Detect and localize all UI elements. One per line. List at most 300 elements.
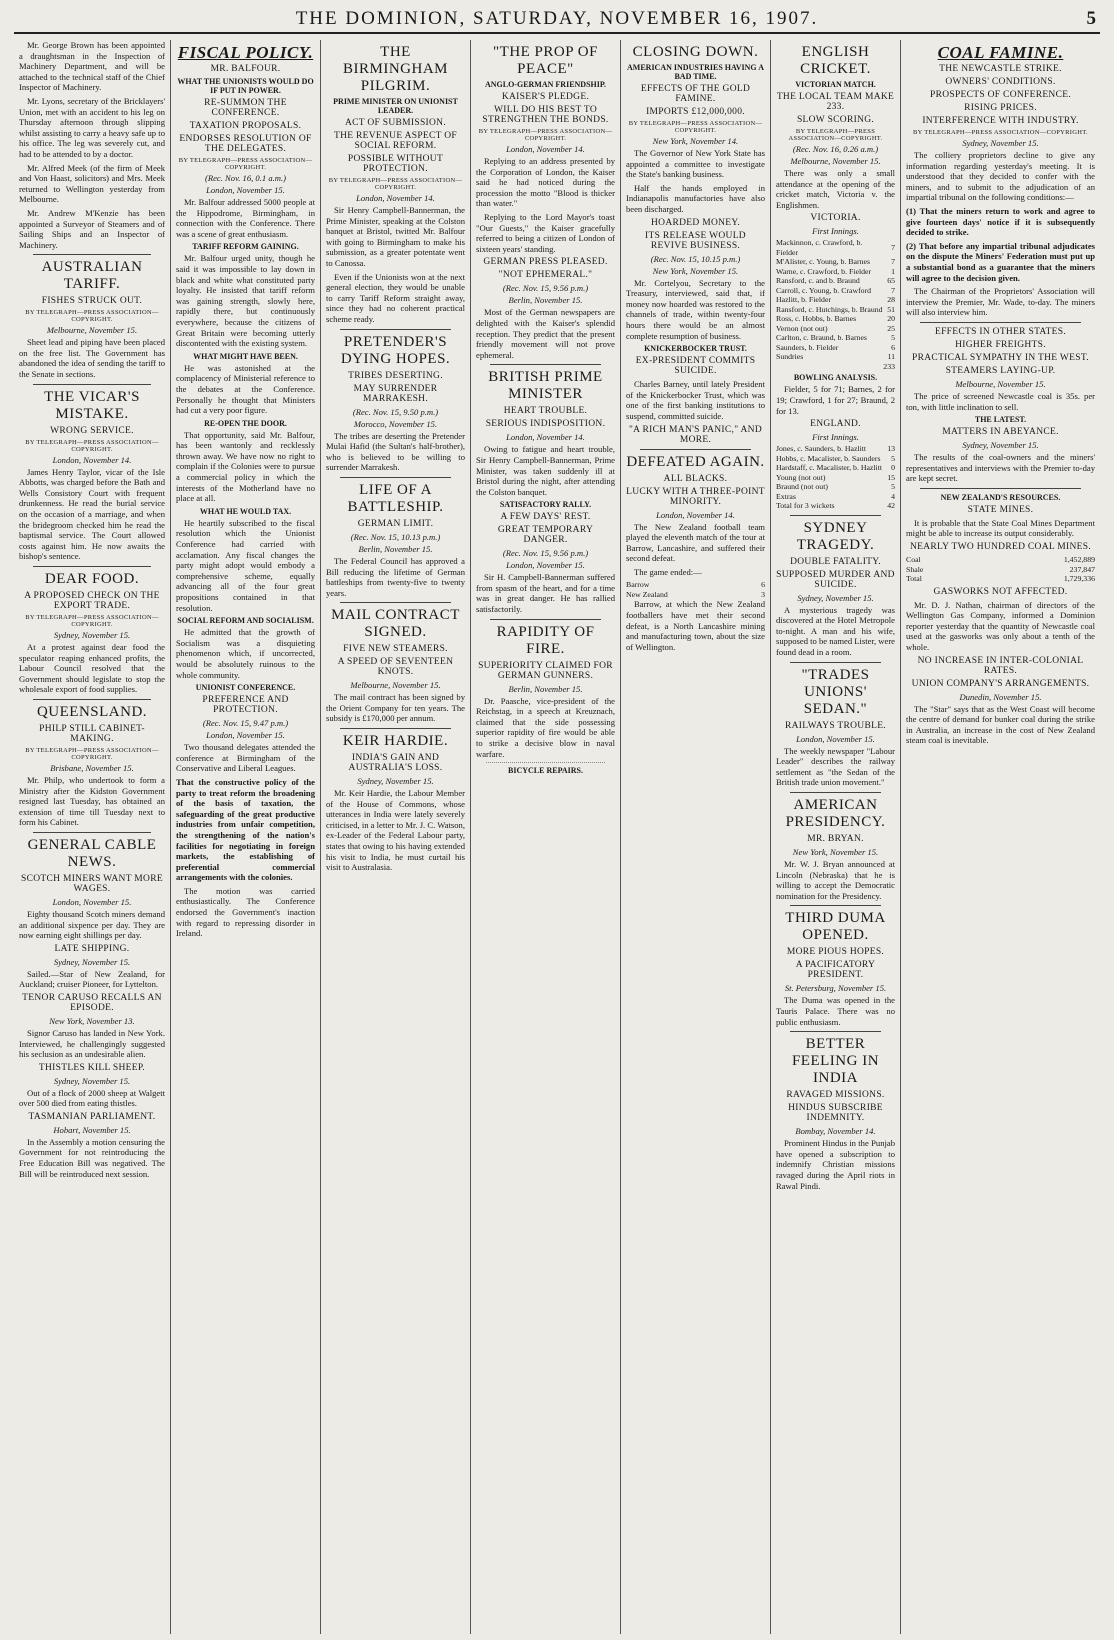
- subhead: NEARLY TWO HUNDRED COAL MINES.: [909, 542, 1092, 553]
- divider: [490, 364, 601, 365]
- batsman: Carroll, c. Young, b. Crawford: [776, 285, 872, 295]
- batsman: Ross, c. Hobbs, b. Barnes: [776, 314, 857, 324]
- article-text: Prominent Hindus in the Punjab have opened a subscription to indemnify Christian missions ravaged during the April riots in Rawal Pindi.: [776, 1138, 895, 1191]
- total-row: [776, 501, 895, 511]
- batsman: Hazlitt, b. Fielder: [776, 295, 831, 305]
- article-text: James Henry Taylor, vicar of the Isle Abbotts, was charged before the Bath and Wells Consistory Court with frequent drunkenness. He read the burial service on the occasion of a marriage, and when the bridegroom checked him he read the baptismal service. The Court allowed costs against him. He now awaits the bishop's sentence.: [19, 466, 165, 562]
- headline-prime-minister: BRITISH PRIME MINISTER: [488, 369, 603, 403]
- runs: 28: [887, 295, 895, 305]
- headline-trades-unions: "TRADES UNIONS' SEDAN.": [801, 666, 870, 717]
- output-label: Shale: [906, 564, 924, 574]
- divider: [920, 488, 1081, 489]
- divider: [33, 699, 151, 700]
- subhead: HOARDED MONEY.: [651, 217, 740, 228]
- article-text: Mr. Philp, who undertook to form a Ministry after the Kidston Government resigned last Tuesday, has obtained an extension of time till Tuesday next to form his Cabinet.: [19, 774, 165, 828]
- headline-third-duma: THIRD DUMA OPENED.: [785, 910, 886, 944]
- batsman: Carlton, c. Braund, b. Barnes: [776, 333, 867, 343]
- dateline: London, November 15.: [506, 560, 585, 571]
- subhead: TENOR CARUSO RECALLS AN EPISODE.: [22, 992, 162, 1013]
- dateline: London, November 15.: [796, 733, 875, 744]
- dateline: Sydney, November 15.: [797, 592, 874, 603]
- byline: BY TELEGRAPH—PRESS ASSOCIATION—COPYRIGHT.: [178, 157, 313, 171]
- byline: BY TELEGRAPH—PRESS ASSOCIATION—COPYRIGHT.: [25, 438, 159, 453]
- dateline: New York, November 13.: [49, 1015, 135, 1026]
- page-number: 5: [1086, 8, 1096, 29]
- headline-prop-of-peace: "THE PROP OF PEACE": [493, 44, 598, 77]
- dateline: London, November 14.: [656, 509, 735, 520]
- brief-paragraph: Mr. Andrew M'Kenzie has been appointed a Surveyor of Steamers and of Sailing Ships and an Inspector of Machinery.: [19, 207, 165, 250]
- runs: 7: [891, 285, 895, 295]
- article-text: There was only a small attendance at the opening of the cricket match, Victoria v. the Englishmen.: [776, 168, 895, 210]
- subhead: A SPEED OF SEVENTEEN KNOTS.: [337, 657, 454, 678]
- article-text: Half the hands employed in Indianapolis manufactories have also been discharged.: [626, 182, 765, 214]
- column-4: [470, 40, 620, 1634]
- section-head: NEW ZEALAND'S RESOURCES.: [940, 492, 1061, 502]
- subhead: EFFECTS OF THE GOLD FAMINE.: [640, 84, 751, 104]
- headline-rapidity-of-fire: RAPIDITY OF FIRE.: [496, 623, 595, 657]
- dateline: Sydney, November 15.: [962, 440, 1039, 451]
- subhead: A PACIFICATORY PRESIDENT.: [795, 960, 876, 981]
- subhead: THE LOCAL TEAM MAKE 233.: [776, 92, 895, 112]
- subhead: WHAT THE UNIONISTS WOULD DO IF PUT IN POWER.: [177, 77, 314, 95]
- subhead: HIGHER FREIGHTS.: [955, 339, 1046, 350]
- subhead: MR. BALFOUR.: [210, 64, 281, 74]
- subhead: "A RICH MAN'S PANIC," AND MORE.: [628, 424, 763, 445]
- byline: BY TELEGRAPH—PRESS ASSOCIATION—COPYRIGHT.: [628, 120, 763, 134]
- subhead: A PROPOSED CHECK ON THE EXPORT TRADE.: [24, 591, 160, 611]
- dateline: St. Petersburg, November 15.: [784, 983, 887, 994]
- subhead: RISING PRICES.: [964, 103, 1037, 113]
- batsman-row: [776, 238, 895, 257]
- runs: 11: [887, 352, 895, 362]
- article-text: Barrow, at which the New Zealand footballers have met their second defeat, is a North Lancashire mining and manufacturing town, about the size of Wellington.: [626, 599, 765, 652]
- article-text: The "Star" says that as the West Coast will become the centre of demand for bunker coal during the strike in Australia, an increase in the cost of New Zealand steam coal is inevitable.: [906, 703, 1095, 746]
- subhead: UNION COMPANY'S ARRANGEMENTS.: [911, 678, 1090, 689]
- batsman: Braund (not out): [776, 482, 828, 492]
- article-text: A mysterious tragedy was discovered at the Hotel Metropole to-night. A man and his wife, supposed to be named Lister, were found dead in a room.: [776, 604, 895, 658]
- dateline: Melbourne, November 15.: [955, 378, 1046, 389]
- article-text: At a protest against dear food the speculator reaping enhanced profits, the Labour Council resolved that the Government should legislate to stop the wholesale export of food supplies.: [19, 642, 165, 695]
- runs: 15: [887, 472, 895, 482]
- dateline: London, November 14.: [356, 193, 435, 203]
- output-row: [906, 555, 1095, 565]
- batsman: Warne, c. Crawford, b. Fielder: [776, 266, 872, 276]
- batsman-row: [776, 352, 895, 362]
- brief-paragraph: Mr. Lyons, secretary of the Bricklayers' Union, met with an accident to his leg on Thursday afternoon through slipping whilst assisting to carry a heavy safe up to his office. The leg was severely cut, and had to be attended to by a doctor.: [19, 95, 165, 159]
- dateline: Berlin, November 15.: [508, 295, 583, 306]
- subhead: GREAT TEMPORARY DANGER.: [497, 525, 594, 546]
- subhead: AMERICAN INDUSTRIES HAVING A BAD TIME.: [627, 63, 764, 81]
- article-text: Mr. Balfour addressed 5000 people at the Hippodrome, Birmingham, in connection with the Conference. There was a scene of great enthusiasm.: [176, 197, 315, 239]
- score-table: [626, 580, 765, 599]
- dateline: London, November 15.: [206, 730, 285, 741]
- article-text: In the Assembly a motion censuring the Government for not reintroducing the Free Education Bill was negatived. The Bill will be reintroduced next session.: [19, 1136, 165, 1179]
- article-text: Even if the Unionists won at the next general election, they would be unable to carry Tariff Reform straight away, since they had no coherent practical scheme ready.: [326, 271, 465, 324]
- subhead: PRIME MINISTER ON UNIONIST LEADER.: [333, 97, 458, 115]
- innings-label: First Innings.: [812, 432, 859, 443]
- runs: 7: [891, 243, 895, 253]
- article-text: He heartily subscribed to the fiscal resolution which the Unionist Conference had carried with acclamation. Any fiscal changes the party might adopt would embody a comprehensive scheme, equally advancing all of the four great propositions contained in that resolution.: [176, 517, 315, 613]
- runs: 25: [887, 323, 895, 333]
- column-1: [14, 40, 170, 1634]
- dateline: Berlin, November 15.: [358, 543, 433, 554]
- subhead: ITS RELEASE WOULD REVIVE BUSINESS.: [645, 230, 746, 251]
- subhead: LUCKY WITH A THREE-POINT MINORITY.: [626, 486, 765, 507]
- dateline: Melbourne, November 15.: [46, 325, 138, 336]
- subhead: STEAMERS LAYING-UP.: [945, 365, 1056, 376]
- subhead: PREFERENCE AND PROTECTION.: [202, 695, 289, 716]
- dateline: Sydney, November 15.: [53, 630, 131, 640]
- headline-defeated-again: DEFEATED AGAIN.: [626, 453, 765, 470]
- batsman: Ransford, c. Hutchings, b. Braund: [776, 304, 883, 314]
- batsman: Jones, c. Saunders, b. Hazlitt: [776, 444, 867, 454]
- resolution-quote: That the constructive policy of the party to treat reform the broadening of the basis of taxation, the safeguarding of the great productive industries from unfair competition, the strengthening of the nation's facilities for negotiating in foreign markets, the establishing of preferential commercial arrangements with the colonies.: [176, 776, 315, 883]
- section-head: SOCIAL REFORM AND SOCIALISM.: [177, 616, 314, 626]
- section-head: RE-OPEN THE DOOR.: [204, 418, 287, 428]
- team-points: 3: [761, 589, 765, 599]
- dateline: Berlin, November 15.: [508, 683, 583, 694]
- divider: [490, 619, 601, 620]
- article-text: The results of the coal-owners and the miners' representatives and interviews with the Premier to-day are kept secret.: [906, 452, 1095, 484]
- subhead: GASWORKS NOT AFFECTED.: [933, 586, 1068, 597]
- dateline: Sydney, November 15.: [962, 138, 1039, 148]
- headline-pretender: PRETENDER'S DYING HOPES.: [340, 333, 451, 367]
- subhead: RAILWAYS TROUBLE.: [785, 720, 886, 731]
- batsman-row: [776, 286, 895, 296]
- dateline: London, November 15.: [206, 185, 285, 195]
- divider: [33, 384, 151, 385]
- headline-sydney-tragedy: SYDNEY TRAGEDY.: [796, 519, 875, 553]
- divider: [340, 602, 451, 603]
- article-text: He was astonished at the complacency of Ministerial reference to the debates at the Conference. Personally he thought that Ministers had cut a very poor figure.: [176, 362, 315, 416]
- subhead: TASMANIAN PARLIAMENT.: [28, 1111, 156, 1122]
- subhead: THE NEWCASTLE STRIKE.: [939, 64, 1062, 74]
- article-text: Dr. Paasche, vice-president of the Reichstag, in a speech at Kreuznach, claimed that the side possessing superior rapidity of fire would be able to strike a decisive blow in naval warfare.: [476, 695, 615, 759]
- dateline: London, November 14.: [506, 144, 585, 154]
- divider: [33, 832, 151, 833]
- section-head: UNIONIST CONFERENCE.: [195, 683, 296, 693]
- batsman-row: [776, 324, 895, 334]
- innings-label: First Innings.: [812, 226, 859, 237]
- subhead: ANGLO-GERMAN FRIENDSHIP.: [484, 80, 607, 89]
- ad-heading: BICYCLE REPAIRS.: [508, 766, 583, 776]
- team-heading: ENGLAND.: [810, 419, 861, 430]
- article-text: The Governor of New York State has appointed a committee to investigate the State's banking business.: [626, 148, 765, 180]
- headline-american-presidency: AMERICAN PRESIDENCY.: [785, 797, 886, 830]
- team-points: 6: [761, 580, 765, 590]
- article-text: The New Zealand football team played the eleventh match of the tour at Barrow, Lancashire, and suffered their second defeat.: [626, 521, 765, 564]
- output-label: Coal: [906, 555, 921, 565]
- dateline: Hobart, November 15.: [53, 1124, 131, 1135]
- runs: 51: [887, 304, 895, 314]
- batsman-row: [776, 333, 895, 343]
- dateline: New York, November 14.: [652, 136, 739, 146]
- subhead: MATTERS IN ABEYANCE.: [942, 427, 1059, 438]
- subhead: RE-SUMMON THE CONFERENCE.: [204, 98, 287, 118]
- runs: 5: [891, 482, 895, 492]
- dateline: London, November 15.: [52, 896, 132, 907]
- subhead: FISHES STRUCK OUT.: [41, 296, 143, 307]
- byline: BY TELEGRAPH—PRESS ASSOCIATION—COPYRIGHT.: [788, 128, 883, 142]
- dateline: London, November 14.: [506, 432, 585, 443]
- runs: 1: [891, 266, 895, 276]
- subhead: TRIBES DESERTING.: [348, 370, 443, 381]
- score-label: The game ended:—: [634, 566, 702, 577]
- batsman: Vernon (not out): [776, 323, 828, 333]
- condition-1: (1) That the miners return to work and agree to give fourteen days' notice if it is subsequently decided to strike.: [906, 205, 1095, 238]
- batsman-row: [776, 267, 895, 277]
- team-name: Barrow: [626, 580, 650, 590]
- article-text: Out of a flock of 2000 sheep at Walgett over 500 died from eating thistles.: [19, 1087, 165, 1109]
- byline: BY TELEGRAPH—PRESS ASSOCIATION—COPYRIGHT.: [478, 128, 613, 142]
- subhead: SUPERIORITY CLAIMED FOR GERMAN GUNNERS.: [478, 660, 613, 681]
- subhead: ENDORSES RESOLUTION OF THE DELEGATES.: [179, 134, 312, 154]
- section-head: WHAT MIGHT HAVE BEEN.: [193, 351, 298, 361]
- subhead: MORE PIOUS HOPES.: [786, 947, 885, 958]
- column-5: [620, 40, 770, 1634]
- total-runs: 233: [883, 361, 895, 371]
- batsman: Hardstaff, c. Macalister, b. Hazlitt: [776, 463, 883, 473]
- article-text: Sir Henry Campbell-Bannerman, the Prime Minister, speaking at the Colston banquet at Bristol, twitted Mr. Balfour with going to Birmingham to make his submission, as a greater potentate went to Canossa.: [326, 205, 465, 268]
- subhead: EX-PRESIDENT COMMITS SUICIDE.: [635, 356, 756, 377]
- runs: 5: [891, 453, 895, 463]
- subhead: SLOW SCORING.: [796, 115, 875, 125]
- divider: [790, 905, 881, 906]
- subhead: A FEW DAYS' REST.: [500, 512, 591, 523]
- subhead: STATE MINES.: [967, 504, 1034, 515]
- dateline: Sydney, November 15.: [53, 956, 131, 967]
- received-time: (Rec. Nov. 15, 9.56 p.m.): [502, 283, 589, 294]
- masthead-title: THE DOMINION, SATURDAY, NOVEMBER 16, 1907.: [295, 8, 819, 29]
- output-value: 237,847: [1069, 564, 1095, 574]
- subhead: ALL BLACKS.: [663, 473, 728, 484]
- batsman-row: [776, 454, 895, 464]
- batsman: M'Alister, c. Young, b. Barnes: [776, 257, 871, 267]
- divider: [790, 662, 881, 663]
- subhead: EFFECTS IN OTHER STATES.: [934, 326, 1066, 337]
- brief-paragraph: Mr. George Brown has been appointed a draughtsman in the Inspection of Machinery Department, and will be attached to the technical staff of the Chief Inspector of Machinery.: [19, 40, 165, 93]
- subhead: MR. BRYAN.: [807, 834, 864, 844]
- victoria-scorecard: [776, 238, 895, 371]
- divider: [790, 1031, 881, 1032]
- byline: BY TELEGRAPH—PRESS ASSOCIATION—COPYRIGHT.: [913, 129, 1088, 136]
- article-text: Mr. Cortelyou, Secretary to the Treasury, interviewed, said that, if money now hoarded was restored to the channels of trade, within twenty-four hours there would be an almost complete resumption of business.: [626, 277, 765, 341]
- subhead: "NOT EPHEMERAL.": [498, 270, 593, 281]
- article-text: The Federal Council has approved a Bill reducing the lifetime of German battleships from twenty-five to twenty years.: [326, 555, 465, 598]
- article-text: The Duma was opened in the Tauris Palace. There was no public enthusiasm.: [776, 995, 895, 1027]
- byline: BY TELEGRAPH—PRESS ASSOCIATION—COPYRIGHT.: [328, 177, 463, 191]
- batsman-row: [776, 463, 895, 473]
- received-time: (Rec. Nov. 15, 10.13 p.m.): [350, 531, 441, 542]
- subhead: HINDUS SUBSCRIBE INDEMNITY.: [788, 1103, 883, 1124]
- runs: 0: [891, 463, 895, 473]
- section-head: BOWLING ANALYSIS.: [793, 373, 878, 383]
- runs: 20: [887, 314, 895, 324]
- headline-coal-famine: COAL FAMINE.: [937, 43, 1064, 62]
- bowling-text: Fielder, 5 for 71; Barnes, 2 for 19; Crawford, 1 for 27; Braund, 2 for 13.: [776, 384, 895, 416]
- byline: BY TELEGRAPH—PRESS ASSOCIATION—COPYRIGHT.: [25, 614, 159, 628]
- columns: [14, 40, 1100, 1634]
- subhead: SUPPOSED MURDER AND SUICIDE.: [776, 569, 895, 590]
- subhead: THISTLES KILL SHEEP.: [38, 1062, 146, 1073]
- dateline: New York, November 15.: [792, 847, 879, 857]
- headline-english-cricket: ENGLISH CRICKET.: [800, 44, 871, 77]
- score-row: [626, 590, 765, 600]
- batsman-row: [776, 295, 895, 305]
- subhead: NO INCREASE IN INTER-COLONIAL RATES.: [917, 655, 1084, 676]
- article-text: Most of the German newspapers are delighted with the Kaiser's splendid reception. They predict that the present friendly movement will not prove ephemeral.: [476, 307, 615, 360]
- headline-battleship: LIFE OF A BATTLESHIP.: [347, 481, 444, 515]
- subhead: INTERFERENCE WITH INDUSTRY.: [922, 116, 1079, 126]
- batsman: Young (not out): [776, 472, 826, 482]
- subhead: PHILP STILL CABINET-MAKING.: [39, 723, 145, 744]
- subhead: POSSIBLE WITHOUT PROTECTION.: [347, 154, 444, 174]
- dateline: Morocco, November 15.: [353, 418, 438, 429]
- output-value: 1,452,889: [1063, 555, 1095, 565]
- subhead: TAXATION PROPOSALS.: [189, 121, 302, 131]
- runs: 65: [887, 276, 895, 286]
- article-text: He admitted that the growth of Socialism was a disquieting phenomenon which, if uncorrected, would be absolutely ruinous to the whole community.: [176, 627, 315, 680]
- byline: BY TELEGRAPH—PRESS ASSOCIATION—COPYRIGHT.: [25, 746, 159, 761]
- dateline: Melbourne, November 15.: [790, 156, 881, 166]
- article-text: Sailed.—Star of New Zealand, for Auckland; cruiser Pioneer, for Lyttelton.: [19, 968, 165, 990]
- team-name: New Zealand: [626, 589, 668, 599]
- subhead: KAISER'S PLEDGE.: [501, 92, 590, 102]
- article-text: The weekly newspaper "Labour Leader" describes the railway settlement as "the Sedan of the British trade union movement.": [776, 745, 895, 788]
- received-time: (Rec. Nov. 16, 0.26 a.m.): [792, 144, 879, 154]
- subhead: FIVE NEW STEAMERS.: [343, 644, 448, 655]
- batsman: Ransford, c. and b. Braund: [776, 276, 860, 286]
- subhead: GERMAN LIMIT.: [357, 518, 434, 529]
- output-value: 1,729,336: [1063, 574, 1095, 584]
- batsman: Hobbs, c. Macalister, b. Saunders: [776, 453, 881, 463]
- subhead: VICTORIAN MATCH.: [795, 80, 876, 89]
- dateline: Sydney, November 15.: [357, 776, 434, 787]
- column-2: [170, 40, 320, 1634]
- headline-birmingham: THE BIRMINGHAM PILGRIM.: [342, 44, 448, 94]
- divider: [33, 254, 151, 255]
- team-heading: VICTORIA.: [810, 213, 861, 224]
- headline-better-feeling-india: BETTER FEELING IN INDIA: [791, 1036, 880, 1087]
- dateline: Melbourne, November 15.: [350, 680, 441, 691]
- subhead: GERMAN PRESS PLEASED.: [483, 257, 608, 268]
- subhead: LATE SHIPPING.: [54, 943, 130, 954]
- article-text: Replying to an address presented by the Corporation of London, the Kaiser said he had noticed during the procession the motto "Blood is thicker than water.": [476, 156, 615, 209]
- headline-closing-down: CLOSING DOWN.: [632, 44, 759, 60]
- batsman: Extras: [776, 491, 796, 501]
- article-text: Sheet lead and piping have been placed on the free list. The Government has abandoned the idea of sending the tariff to the Senate in sections.: [19, 337, 165, 380]
- divider: [340, 728, 451, 729]
- column-3: [320, 40, 470, 1634]
- divider: [790, 515, 881, 516]
- article-text: Eighty thousand Scotch miners demand an additional sixpence per day. They are now earning eight shillings per day.: [19, 908, 165, 941]
- batsman-row: [776, 305, 895, 315]
- batsman-row: [776, 257, 895, 267]
- output-label: Total: [906, 574, 922, 584]
- batsman-row: [776, 473, 895, 483]
- batsman-row: [776, 343, 895, 353]
- headline-fiscal-policy: FISCAL POLICY.: [177, 43, 314, 62]
- article-text: Sir H. Campbell-Bannerman suffered from spasm of the heart, and for a time was in great danger. He has rallied satisfactorily.: [476, 572, 615, 615]
- subhead: THE LATEST.: [974, 415, 1027, 425]
- dateline: London, November 14.: [52, 454, 132, 465]
- article-text: It is probable that the State Coal Mines Department might be able to increase its output considerably.: [906, 517, 1095, 539]
- column-7: [900, 40, 1100, 1634]
- dateline: New York, November 15.: [652, 265, 739, 276]
- article-text: Mr. D. J. Nathan, chairman of directors of the Wellington Gas Company, informed a Dominion reporter yesterday that the quantity of Newcastle coal used at the gasworks was only about a tenth of the whole.: [906, 599, 1095, 652]
- batsman-row: [776, 314, 895, 324]
- divider: [790, 792, 881, 793]
- headline-tariff: AUSTRALIAN TARIFF.: [41, 259, 143, 293]
- received-time: (Rec. Nov. 15, 10.15 p.m.): [650, 253, 741, 264]
- dateline: Brisbane, November 15.: [50, 762, 134, 773]
- masthead: [14, 6, 1100, 34]
- batsman-row: [776, 276, 895, 286]
- output-row: [906, 565, 1095, 575]
- runs: 7: [891, 257, 895, 267]
- condition-2: (2) That before any impartial tribunal adjudicates on the dispute the Miners' Federation must put up a substantial bond as a guarantee that the miners will agree to the decision given.: [906, 240, 1095, 283]
- byline: BY TELEGRAPH—PRESS ASSOCIATION—COPYRIGHT.: [25, 309, 159, 324]
- divider: [340, 477, 451, 478]
- received-time: (Rec. Nov. 15, 9.47 p.m.): [202, 718, 289, 729]
- section-head: TARIFF REFORM GAINING.: [192, 242, 299, 252]
- headline-cable: GENERAL CABLE NEWS.: [27, 836, 157, 870]
- coal-output-table: [906, 555, 1095, 584]
- subhead: SERIOUS INDISPOSITION.: [485, 419, 606, 430]
- batsman-row: [776, 482, 895, 492]
- headline-queensland: QUEENSLAND.: [36, 703, 148, 720]
- article-text: Signor Caruso has landed in New York. Interviewed, he challengingly suggested his seclusion as an undesirable alien.: [19, 1027, 165, 1060]
- batsman-row: [776, 444, 895, 454]
- subhead: IMPORTS £12,000,000.: [646, 107, 745, 117]
- subhead: OWNERS' CONDITIONS.: [945, 77, 1056, 87]
- headline-vicar: THE VICAR'S MISTAKE.: [44, 388, 140, 422]
- subhead: WILL DO HIS BEST TO STRENGTHEN THE BONDS.: [482, 105, 609, 125]
- subhead: WRONG SERVICE.: [50, 425, 134, 436]
- total-label: Total for 3 wickets: [776, 501, 835, 511]
- subhead: PROSPECTS OF CONFERENCE.: [929, 90, 1072, 100]
- subhead: DOUBLE FATALITY.: [790, 556, 881, 567]
- total-row: [776, 362, 895, 372]
- article-text: Mr. W. J. Bryan announced at Lincoln (Nebraska) that he is willing to accept the Democratic nomination for the Presidency.: [776, 859, 895, 901]
- score-row: [626, 580, 765, 590]
- subhead: MAY SURRENDER MARRAKESH.: [353, 383, 438, 404]
- article-text: Owing to fatigue and heart trouble, Sir Henry Campbell-Bannerman, Prime Minister, was taken suddenly ill at Bristol during the night, after attending the Colston banquet.: [476, 444, 615, 497]
- batsman-row: [776, 492, 895, 502]
- headline-food: DEAR FOOD.: [44, 571, 140, 587]
- article-text: The mail contract has been signed by the Orient Company for ten years. The subsidy is £170,000 per annum.: [326, 692, 465, 724]
- divider: [920, 322, 1081, 323]
- subhead: RAVAGED MISSIONS.: [786, 1090, 885, 1101]
- received-time: (Rec. Nov. 15, 9.56 p.m.): [502, 548, 589, 559]
- article-text: The colliery proprietors decline to give any information regarding yesterday's meeting. It is understood that they decided to confer with the miners, and to submit to the adjudication of an impartial tribunal on the following conditions:—: [906, 150, 1095, 203]
- runs: 4: [891, 491, 895, 501]
- subhead: KNICKERBOCKER TRUST.: [644, 344, 747, 354]
- received-time: (Rec. Nov. 15, 9.50 p.m.): [352, 406, 439, 417]
- article-text: Mr. Balfour urged unity, though he said it was impossible to lay down in black and white what constituted party loyalty. He insisted that tariff reform was gaining strength, slowly here, rapidly there, but continuously everywhere, because the citizens of Great Britain were becoming utterly discontented with the existing system.: [176, 253, 315, 349]
- received-time: (Rec. Nov. 16, 0.1 a.m.): [205, 173, 286, 183]
- england-scorecard: [776, 444, 895, 511]
- article-text: The price of screened Newcastle coal is 35s. per ton, with little inclination to sell.: [906, 390, 1095, 412]
- article-text: The Chairman of the Proprietors' Association will interview the Premier, Mr. Wade, to-day. The miners will also interview him.: [906, 286, 1095, 318]
- subhead: HEART TROUBLE.: [503, 406, 588, 417]
- dateline: Bombay, November 14.: [795, 1126, 876, 1137]
- divider: [340, 329, 451, 330]
- subhead: SCOTCH MINERS WANT MORE WAGES.: [21, 873, 163, 894]
- article-text: Replying to the Lord Mayor's toast "Our Guests," the Kaiser gracefully referred to being a citizen of London of sixteen years' standing.: [476, 211, 615, 254]
- batsman: Saunders, b. Fielder: [776, 342, 839, 352]
- runs: 6: [891, 342, 895, 352]
